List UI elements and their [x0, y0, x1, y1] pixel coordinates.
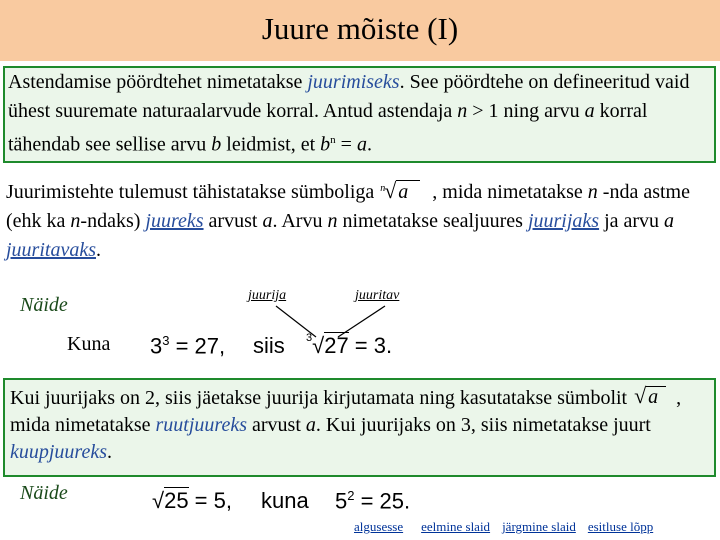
kuna-label: Kuna [67, 333, 111, 355]
slide-title: Juure mõiste (I) [0, 0, 720, 61]
square-root-box [3, 378, 716, 477]
nav-next-link[interactable]: järgmine slaid [502, 519, 576, 534]
equation-cube-root: $^3$√27 = 3. [306, 331, 393, 358]
term-ruutjuureks: ruutjuureks [155, 414, 247, 436]
equation-cube: $3^3 = 27$, [150, 333, 226, 359]
square-root-text: Kui juurijaks on 2, siis jäetakse juurija kirjutamata ning kasutatakse sümbolit √ a , mida nimetatakse ruutjuureks arvust a. Kui juurijaks on 3, siis nimetatakse juurt kuupjuureks. [10, 383, 682, 463]
term-juuritavaks: juuritavaks [6, 239, 96, 261]
example-label-2: Näide [20, 482, 68, 504]
term-juurijaks: juurijaks [527, 210, 600, 232]
juuritav-label: juuritav [355, 288, 400, 303]
nav-end-link[interactable]: esitluse lõpp [587, 519, 654, 534]
term-juureks: juureks [145, 210, 204, 232]
sqrt-symbol: √ a [632, 384, 676, 408]
equation-sqrt: √25 = 5, [152, 488, 232, 513]
example-label-1: Näide [20, 294, 68, 316]
nav-prev-link[interactable]: eelmine slaid [421, 519, 491, 534]
equation-square: $5^2 = 25$. [335, 488, 411, 514]
term-juurimiseks: juurimiseks [307, 71, 400, 93]
term-kuupjuureks: kuupjuureks [10, 441, 108, 463]
definition-text: Astendamise pöördtehet nimetatakse juurimiseks. See pöördtehe on defineeritud vaid ühest suuremate naturaalarvude korral. Antud astendaja n > 1 ning arvu a korral tähendab see sellise arvu b leidmist, et $b^n = a$. [8, 71, 690, 156]
nth-root-symbol: n √ a [374, 178, 432, 202]
nav-first-link[interactable]: algusesse [354, 519, 404, 534]
notation-paragraph: Juurimistehte tulemust tähistatakse sümboliga n √ a , mida nimetatakse n -nda astme (ehk ka n-ndaks) juureks arvust a. Arvu n nimetatakse sealjuures juurijaks ja arvu a juuritavaks. [6, 178, 690, 261]
siis-label: siis [253, 333, 285, 358]
slide-navigation [354, 519, 653, 535]
juurija-label: juurija [248, 288, 287, 303]
kuna-label-2: kuna [261, 488, 309, 513]
